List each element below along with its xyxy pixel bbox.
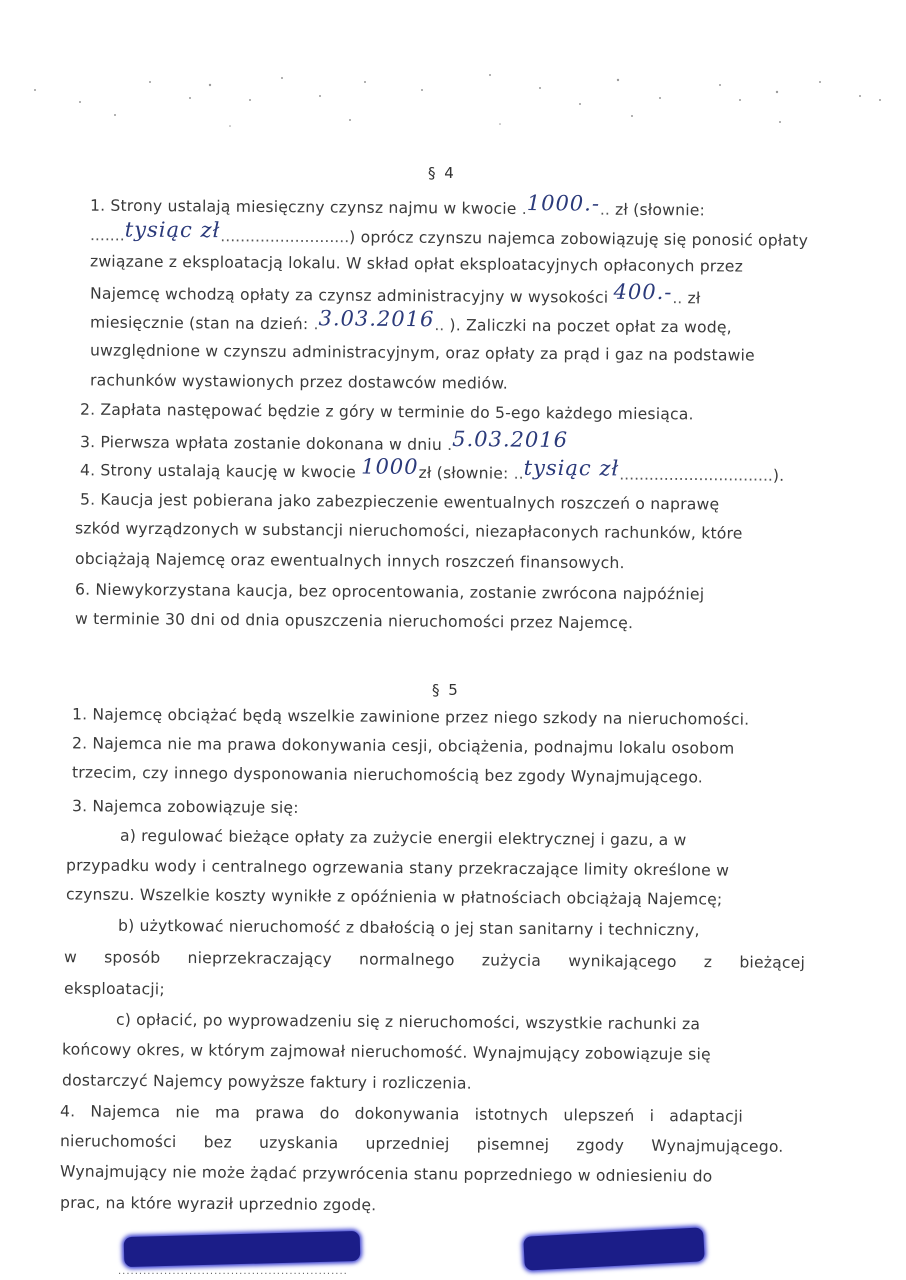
- s4-line-4-text-b: zł: [687, 289, 701, 308]
- handwritten-deposit-words: tysiąc zł: [523, 455, 620, 481]
- s4-line-10-text-b: zł (słownie:: [418, 463, 509, 483]
- s5-line-8: b) użytkować nieruchomość z dbałością o jej stan sanitarny i techniczny,: [117, 916, 700, 940]
- s5-line-12: końcowy okres, w którym zajmował nieruchomość. Wynajmujący zobowiązuje się: [61, 1040, 711, 1064]
- s5-line-2: 2. Najemca nie ma prawa dokonywania cesji, obciążenia, podnajmu lokalu osobom: [71, 734, 735, 758]
- handwritten-first-payment-date: 5.03.2016: [452, 427, 569, 452]
- handwritten-state-date: 3.03.2016: [318, 306, 435, 332]
- s4-line-5-text: miesięcznie (stan na dzień:: [89, 313, 309, 334]
- s5-line-16: Wynajmujący nie może żądać przywrócenia stanu poprzedniego w odniesieniu do: [59, 1162, 713, 1186]
- s5-line-9: w sposób nieprzekraczający normalnego zużycia wynikającego z bieżącej: [63, 948, 806, 972]
- s4-line-5-text-b: ). Zaliczki na poczet opłat za wodę,: [449, 316, 732, 337]
- s4-line-1: 1. Strony ustalają miesięczny czynsz najmu w kwocie .1000.-.. zł (słownie:: [89, 191, 706, 220]
- s4-line-9-text: 3. Pierwsza wpłata zostanie dokonana w dniu: [79, 433, 443, 454]
- s5-line-5: a) regulować bieżące opłaty za zużycie energii elektrycznej i gazu, a w: [119, 826, 687, 850]
- s5-line-3: trzecim, czy innego dysponowania nieruchomością bez zgody Wynajmującego.: [71, 763, 704, 787]
- s5-line-6: przypadku wody i centralnego ogrzewania stany przekraczające limity określone w: [65, 856, 730, 880]
- s4-line-9: 3. Pierwsza wpłata zostanie dokonana w dniu .5.03.2016: [79, 427, 569, 455]
- s4-line-11: 5. Kaucja jest pobierana jako zabezpieczenie ewentualnych roszczeń o naprawę: [79, 490, 720, 514]
- s4-line-2-text: ) oprócz czynszu najemca zobowiązuję się ponosić opłaty: [349, 228, 809, 250]
- s5-line-10: eksploatacji;: [63, 979, 165, 999]
- handwritten-rent-words: tysiąc zł: [124, 217, 221, 243]
- redacted-signature-left: [124, 1231, 361, 1267]
- section-5-heading: § 5: [432, 681, 460, 699]
- s4-line-6: uwzględnione w czynszu administracyjnym, oraz opłaty za prąd i gaz na podstawie: [89, 341, 755, 365]
- s5-line-14: 4. Najemca nie ma prawa do dokonywania istotnych ulepszeń i adaptacji: [59, 1102, 744, 1126]
- s4-line-14: 6. Niewykorzystana kaucja, bez oprocentowania, zostanie zwrócona najpóźniej: [74, 580, 705, 604]
- signature-line-left: .......................................................: [118, 1266, 348, 1277]
- s4-line-12: szkód wyrządzonych w substancji nieruchomości, niezapłaconych rachunków, które: [74, 519, 743, 543]
- s4-line-1-text: 1. Strony ustalają miesięczny czynsz najmu w kwocie: [89, 196, 517, 218]
- handwritten-deposit-amount: 1000: [361, 454, 419, 479]
- s4-line-15: w terminie 30 dni od dnia opuszczenia nieruchomości przez Najemcę.: [74, 609, 634, 633]
- handwritten-admin-fee: 400.-: [613, 279, 673, 305]
- s5-line-4: 3. Najemca zobowiązuje się:: [71, 797, 299, 817]
- redacted-signature-right: [523, 1227, 705, 1270]
- s4-line-2: .......tysiąc zł..........................) oprócz czynszu najemca zobowiązuję się ponosić opłaty: [89, 217, 809, 250]
- s5-line-11: c) opłacić, po wyprowadzeniu się z nieruchomości, wszystkie rachunki za: [115, 1010, 701, 1034]
- s4-line-4: Najemcę wchodzą opłaty za czynsz administracyjny w wysokości 400.-.. zł: [89, 279, 701, 308]
- s4-line-7: rachunków wystawionych przez dostawców mediów.: [89, 371, 508, 393]
- s4-line-3: związane z eksploatacją lokalu. W skład opłat eksploatacyjnych opłaconych przez: [89, 252, 744, 276]
- handwritten-rent-amount: 1000.-: [526, 191, 601, 216]
- s4-line-8: 2. Zapłata następować będzie z góry w terminie do 5-ego każdego miesiąca.: [79, 400, 694, 424]
- s4-line-13: obciążają Najemcę oraz ewentualnych innych roszczeń finansowych.: [74, 549, 625, 573]
- s4-line-10-text: 4. Strony ustalają kaucję w kwocie: [79, 461, 356, 482]
- s4-line-4-text: Najemcę wchodzą opłaty za czynsz administracyjny w wysokości: [89, 284, 609, 307]
- s5-line-17: prac, na które wyraził uprzednio zgodę.: [59, 1193, 377, 1215]
- s4-line-1-text-b: zł (słownie:: [614, 200, 706, 220]
- s5-line-7: czynszu. Wszelkie koszty wynikłe z opóźnienia w płatnościach obciążają Najemcę;: [65, 885, 723, 909]
- s4-line-10: 4. Strony ustalają kaucję w kwocie 1000zł (słownie: ..tysiąc zł...............................).: [79, 454, 785, 485]
- s4-line-10-text-c: ).: [772, 466, 785, 485]
- s5-line-15: nieruchomości bez uzyskania uprzedniej pisemnej zgody Wynajmującego.: [59, 1132, 784, 1156]
- s5-line-13: dostarczyć Najemcy powyższe faktury i rozliczenia.: [61, 1071, 472, 1093]
- scan-noise: [20, 60, 890, 140]
- section-4-heading: § 4: [428, 164, 456, 182]
- s4-line-5: miesięcznie (stan na dzień: .3.03.2016.. ). Zaliczki na poczet opłat za wodę,: [89, 306, 732, 337]
- s5-line-1: 1. Najemcę obciążać będą wszelkie zawinione przez niego szkody na nieruchomości.: [71, 705, 750, 729]
